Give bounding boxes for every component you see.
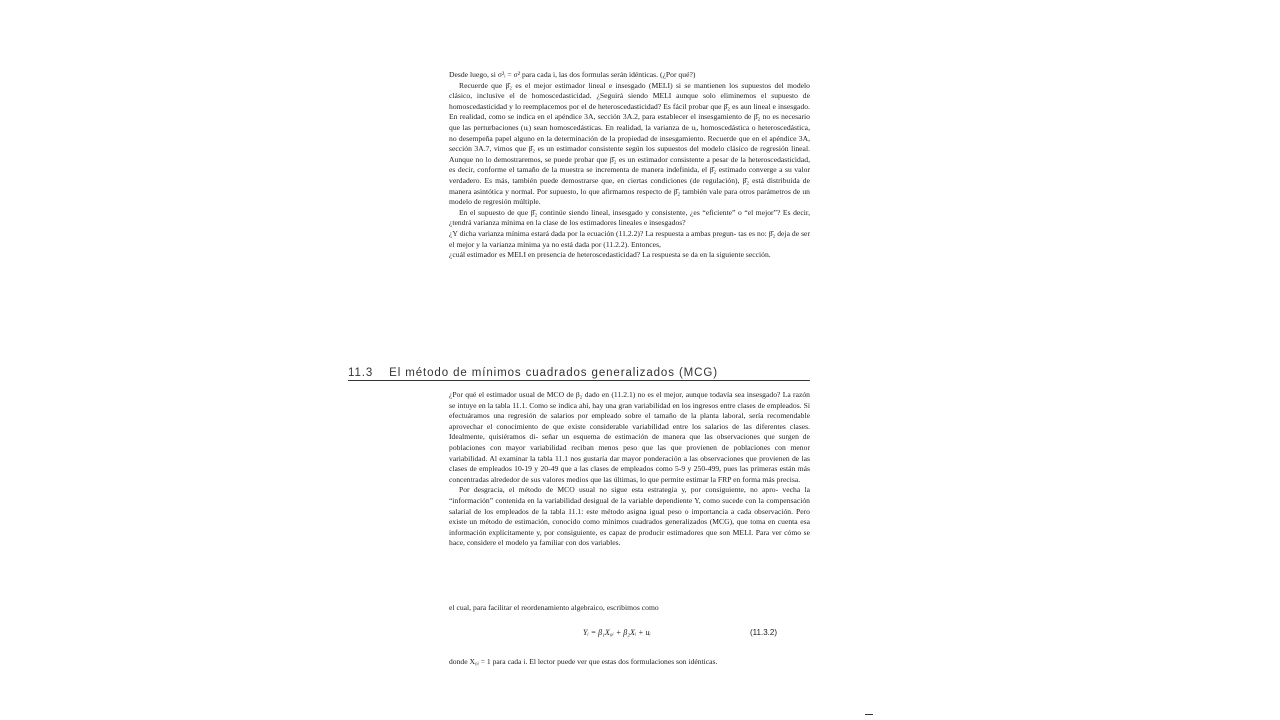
paragraph: Desde luego, si σ²ᵢ = σ² para cada i, las dos formulas serán idénticas. (¿Por qué?) bbox=[449, 70, 696, 79]
section-heading bbox=[348, 366, 810, 381]
tail-text bbox=[449, 603, 810, 614]
equation-number: (11.3.2) bbox=[750, 628, 777, 637]
paragraph: ¿Por qué el estimador usual de MCO de β₂ dado en (11.2.1) no es el mejor, aunque todavía sea insesgado? La razón se intuye en la tabla 11.1. Como se indica ahí, hay una gran variabilidad en los ingresos entre clases de empleados. Si efectuáramos una regresión de salarios por empleado sobre el tamaño de la planta laboral, sería recomendable aprovechar el conocimiento de que existe considerable variabilidad entre los salarios de las diferentes clases. Idealmente, quisiéramos di- señar un esquema de estimación de manera que las observaciones que surgen de poblaciones con mayor variabilidad reciban menos peso que las que provienen de poblaciones con menor variabilidad. Al examinar la tabla 11.1 nos gustaría dar mayor ponderación a las observaciones que provienen de las clases de empleados 10-19 y 20-49 que a las clases de empleados como 5-9 y 250-499, pues las primeras están más concentradas alrededor de sus valores medios que las últimas, lo que permite estimar la FRP en forma más precisa. bbox=[449, 390, 810, 484]
section-number: 11.3 bbox=[348, 367, 374, 379]
paragraph: Por desgracia, el método de MCO usual no sigue esta estrategia y, por consiguiente, no apro- vecha la “información” contenida en la variabilidad desigual de la variable dependiente Y, como sucede con la compensación salarial de los empleados de la tabla 11.1: este método asigna igual peso o importancia a cada observación. Pero existe un método de estimación, conocido como mínimos cuadrados generalizados (MCG), que toma en cuenta esa información explícitamente y, por consiguiente, es capaz de producir estimadores que son MELI. Para ver cómo se hace, considere el modelo ya familiar con dos variables. bbox=[449, 485, 810, 548]
equation: Yᵢ = β₁X₀ᵢ + β₂Xᵢ + uᵢ bbox=[583, 628, 651, 637]
section-title: El método de mínimos cuadrados generalizados (MCG) bbox=[389, 367, 718, 379]
paragraph: En el supuesto de que β̂₂ continúe siendo lineal, insesgado y consistente, ¿es “eficiente” o “el mejor”? Es decir, ¿tendrá varianza mínima en la clase de los estimadores lineales e insesgados? bbox=[449, 207, 810, 228]
paragraph: el cual, para facilitar el reordenamiento algebraico, escribimos como bbox=[449, 603, 659, 612]
page-mark bbox=[865, 714, 873, 715]
where-line: donde X₀ᵢ = 1 para cada i. El lector puede ver que estas dos formulaciones son idénticas. bbox=[449, 657, 718, 666]
paragraph: Recuerde que β̂₂ es el mejor estimador lineal e insesgado (MELI) si se mantienen los supuestos del modelo clásico, inclusive el de homoscedasticidad. ¿Seguirá siendo MELI aunque solo eliminemos el supuesto de homoscedasticidad y lo reemplacemos por el de heteroscedasticidad? Es fácil probar que β̂₂ es aun lineal e insesgado. En realidad, como se indica en el apéndice 3A, sección 3A.2, para establecer el insesgamiento de β̂₂ no es necesario que las perturbaciones (uᵢ) sean homoscedásticas. En realidad, la varianza de uᵢ, homoscedástica o heteroscedástica, no desempeña papel alguno en la determinación de la propiedad de insesgamiento. Recuerde que en el apéndice 3A, sección 3A.7, vimos que β̂₂ es un estimador consistente según los supuestos del modelo clásico de regresión lineal. Aunque no lo demostraremos, se puede probar que β̂₂ es un estimador consistente a pesar de la heteroscedasticidad, es decir, conforme el tamaño de la muestra se incrementa de manera indefinida, el β̂₂ estimado converge a su valor verdadero. Es más, también puede demostrarse que, en ciertas condiciones (de regulación), β̂₂ está distribuida de manera asintótica y normal. Por supuesto, lo que afirmamos respecto de β̂₂ también vale para otros parámetros de un modelo de regresión múltiple. bbox=[449, 80, 810, 207]
paragraph: ¿Y dicha varianza mínima estará dada por la ecuación (11.2.2)? La respuesta a ambas pregun- tas es no: β̂₂ deja de ser el mejor y la varianza mínima ya no está dada por (11.2.2). Entonces, bbox=[449, 228, 810, 249]
intro-text-block bbox=[449, 70, 810, 261]
paragraph: ¿cuál estimador es MELI en presencia de heteroscedasticidad? La respuesta se da en la siguiente sección. bbox=[449, 250, 771, 260]
section-text-block bbox=[449, 390, 810, 549]
